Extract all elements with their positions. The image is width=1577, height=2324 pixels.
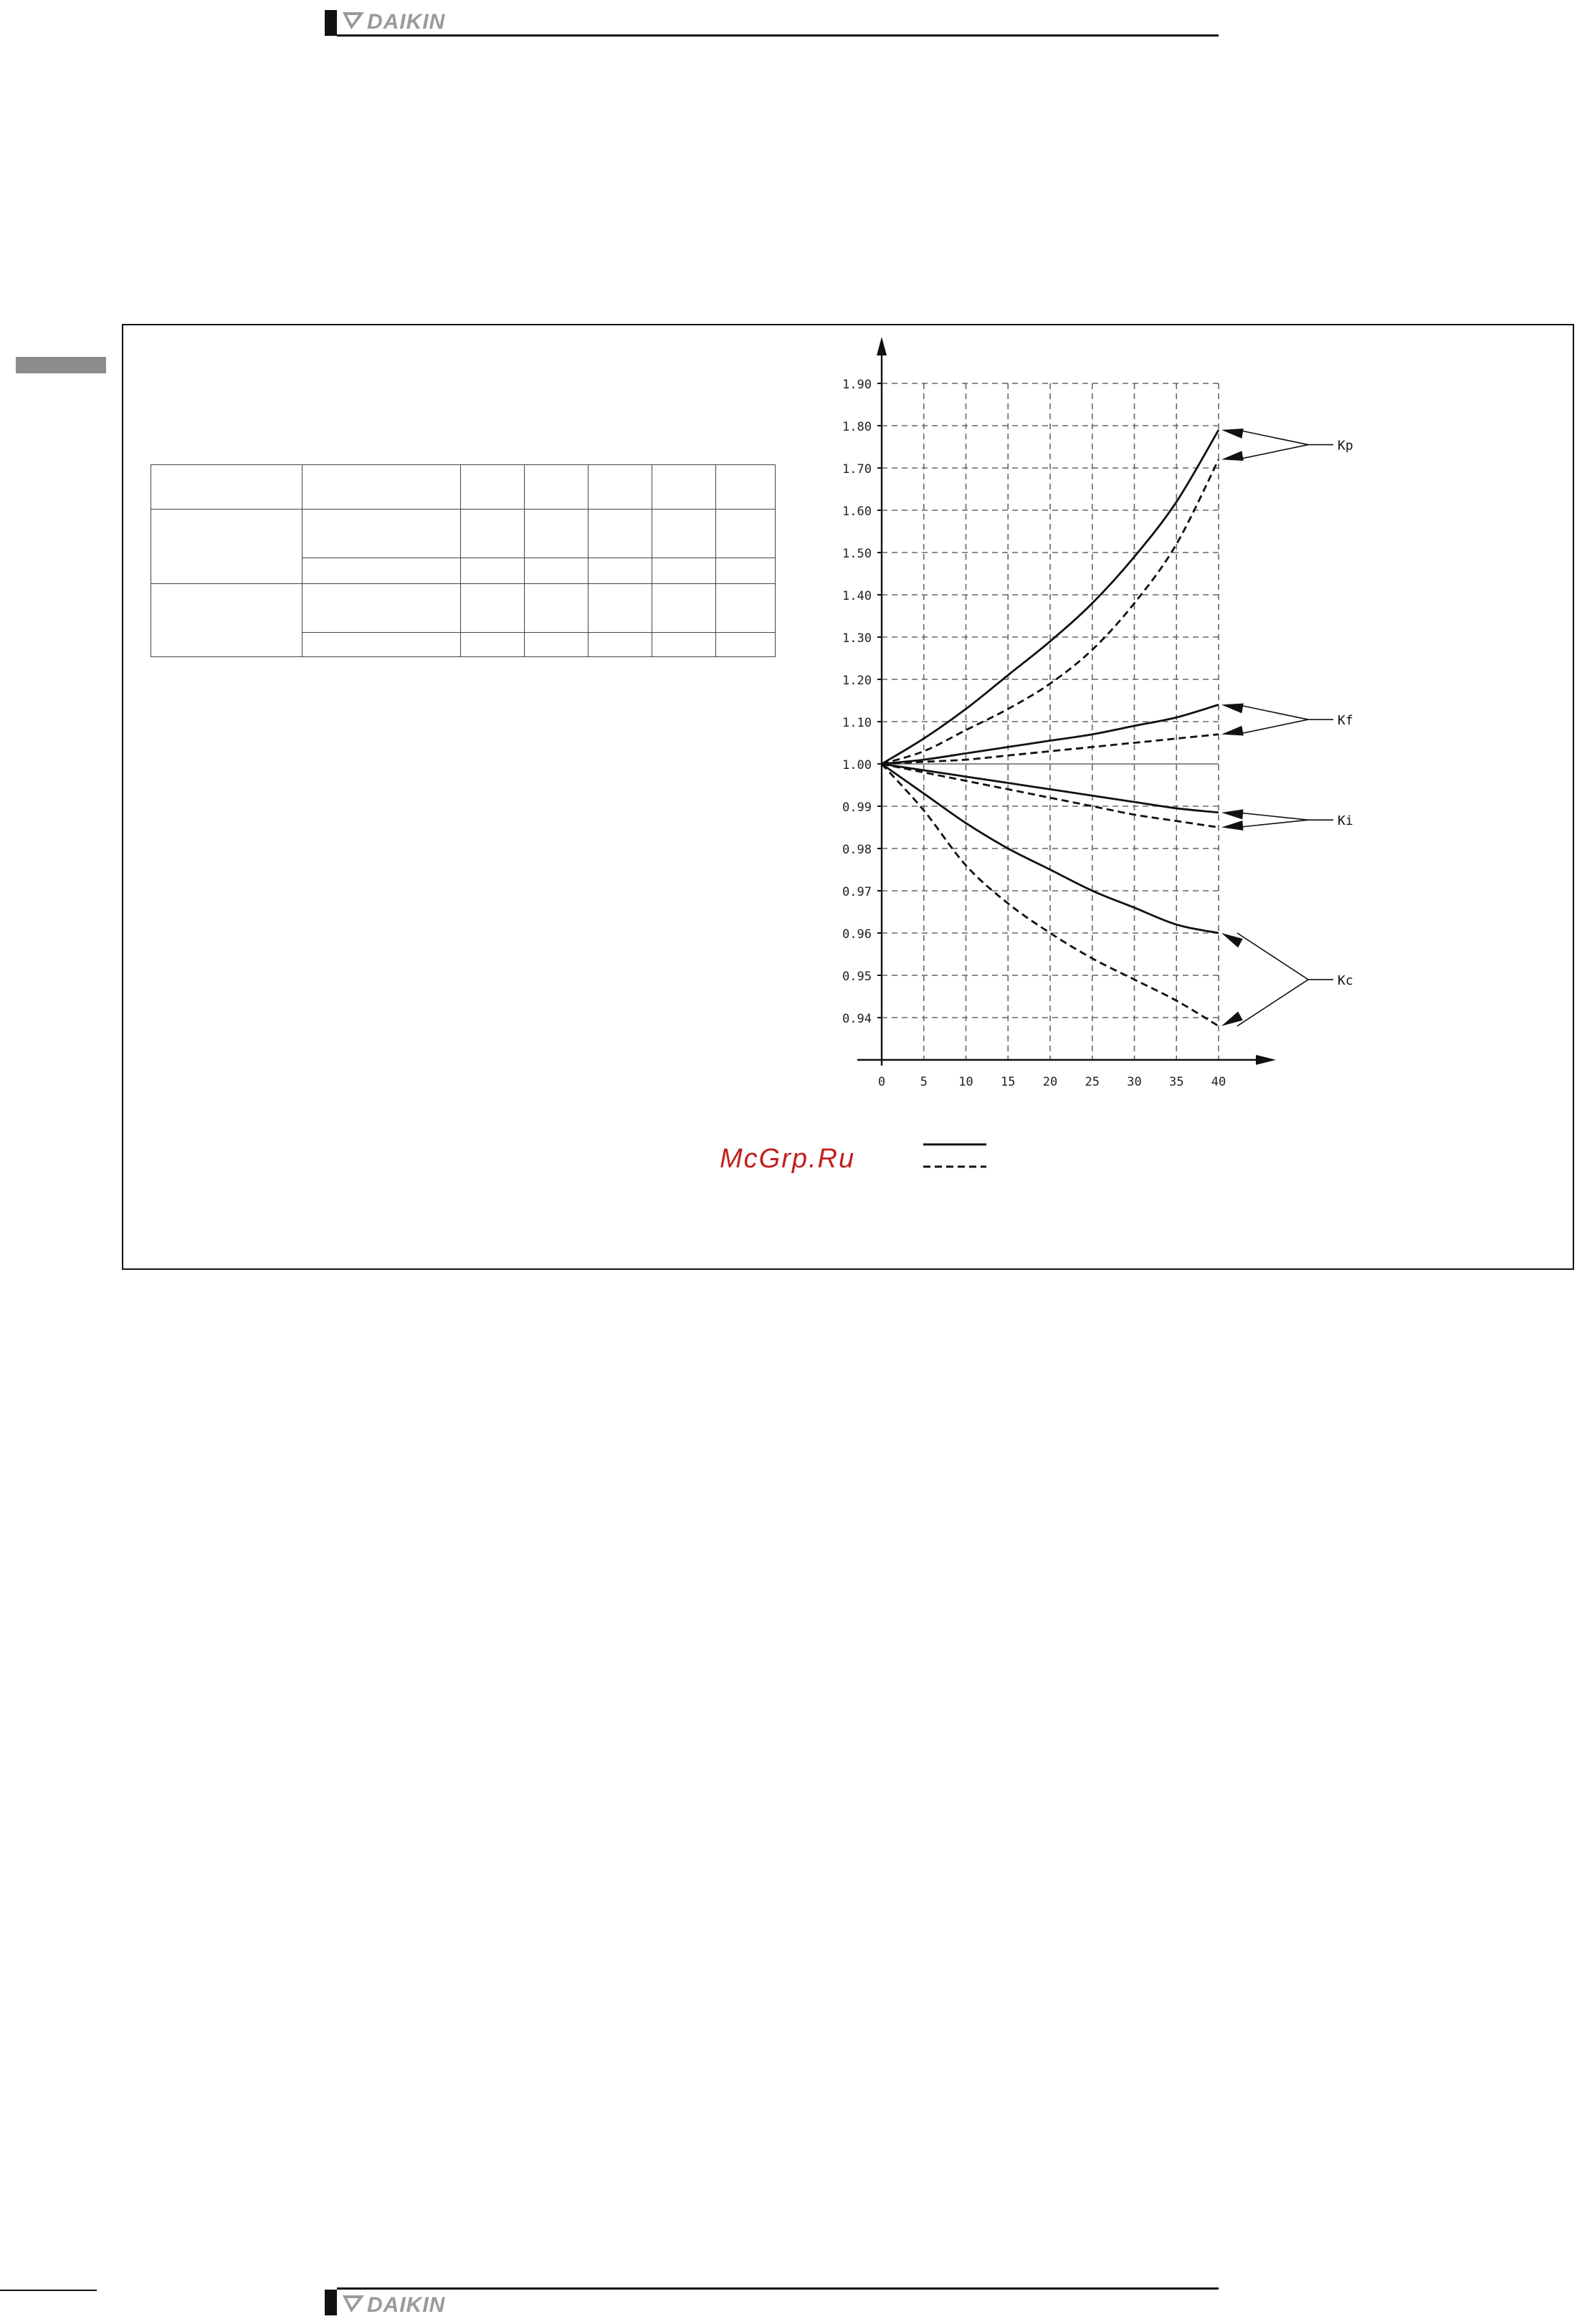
y-tick-label: 1.50 [842, 547, 872, 561]
header-brand-text: DAIKIN [367, 10, 446, 34]
y-tick-label: 0.95 [842, 970, 872, 984]
table-cell [589, 558, 652, 584]
y-tick-label: 1.30 [842, 631, 872, 646]
y-tick-label: 1.70 [842, 462, 872, 477]
table-cell [302, 465, 461, 510]
y-tick-label: 1.00 [842, 758, 872, 773]
callout-leader [1237, 813, 1308, 820]
footer-logo [341, 2293, 445, 2318]
callout-arrowhead [1221, 809, 1243, 819]
callout-leader [1237, 445, 1308, 460]
footer-rule [337, 2287, 1219, 2290]
callout-arrowhead [1221, 821, 1243, 831]
callout-leader [1237, 719, 1308, 735]
table-cell [461, 558, 525, 584]
callout-leader [1237, 980, 1308, 1026]
table-cell [589, 510, 652, 558]
y-axis-arrow [877, 337, 887, 355]
table-cell [461, 633, 525, 657]
y-tick-label: 1.10 [842, 716, 872, 730]
footer-left-rule [0, 2290, 97, 2291]
footer-brand-text: DAIKIN [367, 2293, 446, 2317]
table-cell [302, 633, 461, 657]
x-axis-arrow [1256, 1055, 1276, 1065]
y-tick-label: 0.96 [842, 927, 872, 942]
y-tick-label: 0.98 [842, 843, 872, 857]
table-cell [525, 465, 589, 510]
table-cell [589, 633, 652, 657]
y-tick-label: 1.20 [842, 674, 872, 688]
table-cell [652, 465, 716, 510]
chart-tick-labels [842, 378, 1226, 1089]
daikin-mark-icon [341, 2294, 366, 2314]
x-tick-label: 0 [877, 1075, 886, 1089]
series-label-kc: Kc [1338, 972, 1353, 988]
x-tick-label: 15 [1001, 1075, 1016, 1089]
y-tick-label: 1.90 [842, 378, 872, 392]
x-tick-label: 35 [1169, 1075, 1184, 1089]
callout-arrowhead [1221, 451, 1244, 461]
table-cell [525, 633, 589, 657]
table-cell [302, 584, 461, 633]
table-cell [716, 558, 776, 584]
y-tick-label: 1.80 [842, 420, 872, 434]
chart-legend [923, 1144, 986, 1167]
callout-leader [1237, 820, 1308, 827]
header-brand-bar [325, 10, 337, 36]
section-tab [16, 357, 106, 373]
callout-leader [1237, 704, 1308, 719]
table-cell [525, 558, 589, 584]
table-cell [716, 633, 776, 657]
x-tick-label: 30 [1127, 1075, 1142, 1089]
x-tick-label: 20 [1042, 1075, 1058, 1089]
y-tick-label: 1.40 [842, 589, 872, 603]
x-tick-label: 40 [1211, 1075, 1226, 1089]
y-tick-label: 0.99 [842, 800, 872, 815]
y-tick-label: 1.60 [842, 505, 872, 519]
x-tick-label: 10 [958, 1075, 973, 1089]
table-cell [652, 584, 716, 633]
table-cell [525, 510, 589, 558]
table-cell [716, 584, 776, 633]
correction-factor-chart [817, 337, 1376, 1182]
table-cell [525, 584, 589, 633]
x-tick-label: 5 [920, 1075, 928, 1089]
table-cell [302, 510, 461, 558]
series-label-ki: Ki [1338, 813, 1353, 829]
table-cell [652, 558, 716, 584]
daikin-mark-icon [341, 11, 366, 31]
callout-arrowhead [1221, 726, 1244, 736]
correction-factor-table [151, 464, 776, 657]
callout-arrowhead [1221, 429, 1244, 439]
table-cell [151, 465, 302, 510]
header-logo [341, 10, 445, 34]
table-cell [461, 510, 525, 558]
footer-brand-bar [325, 2290, 337, 2315]
chart-grid [877, 383, 1219, 1060]
chart-callouts [1221, 429, 1353, 1026]
y-tick-label: 0.97 [842, 885, 872, 899]
table-cell [461, 584, 525, 633]
table-cell [716, 510, 776, 558]
table-cell [151, 510, 302, 584]
chart-axes [857, 337, 1276, 1066]
table-cell [302, 558, 461, 584]
table-cell [461, 465, 525, 510]
table-cell [652, 510, 716, 558]
table-cell [589, 465, 652, 510]
watermark-text: McGrp.Ru [720, 1144, 856, 1174]
header-rule [337, 34, 1219, 37]
table-cell [151, 584, 302, 657]
callout-leader [1237, 933, 1308, 980]
series-label-kf: Kf [1338, 713, 1353, 729]
x-tick-label: 25 [1085, 1075, 1100, 1089]
callout-arrowhead [1221, 704, 1244, 714]
series-label-kp: Kp [1338, 438, 1353, 454]
table-cell [589, 584, 652, 633]
y-tick-label: 0.94 [842, 1012, 872, 1026]
callout-leader [1237, 430, 1308, 445]
table-cell [652, 633, 716, 657]
table-cell [716, 465, 776, 510]
